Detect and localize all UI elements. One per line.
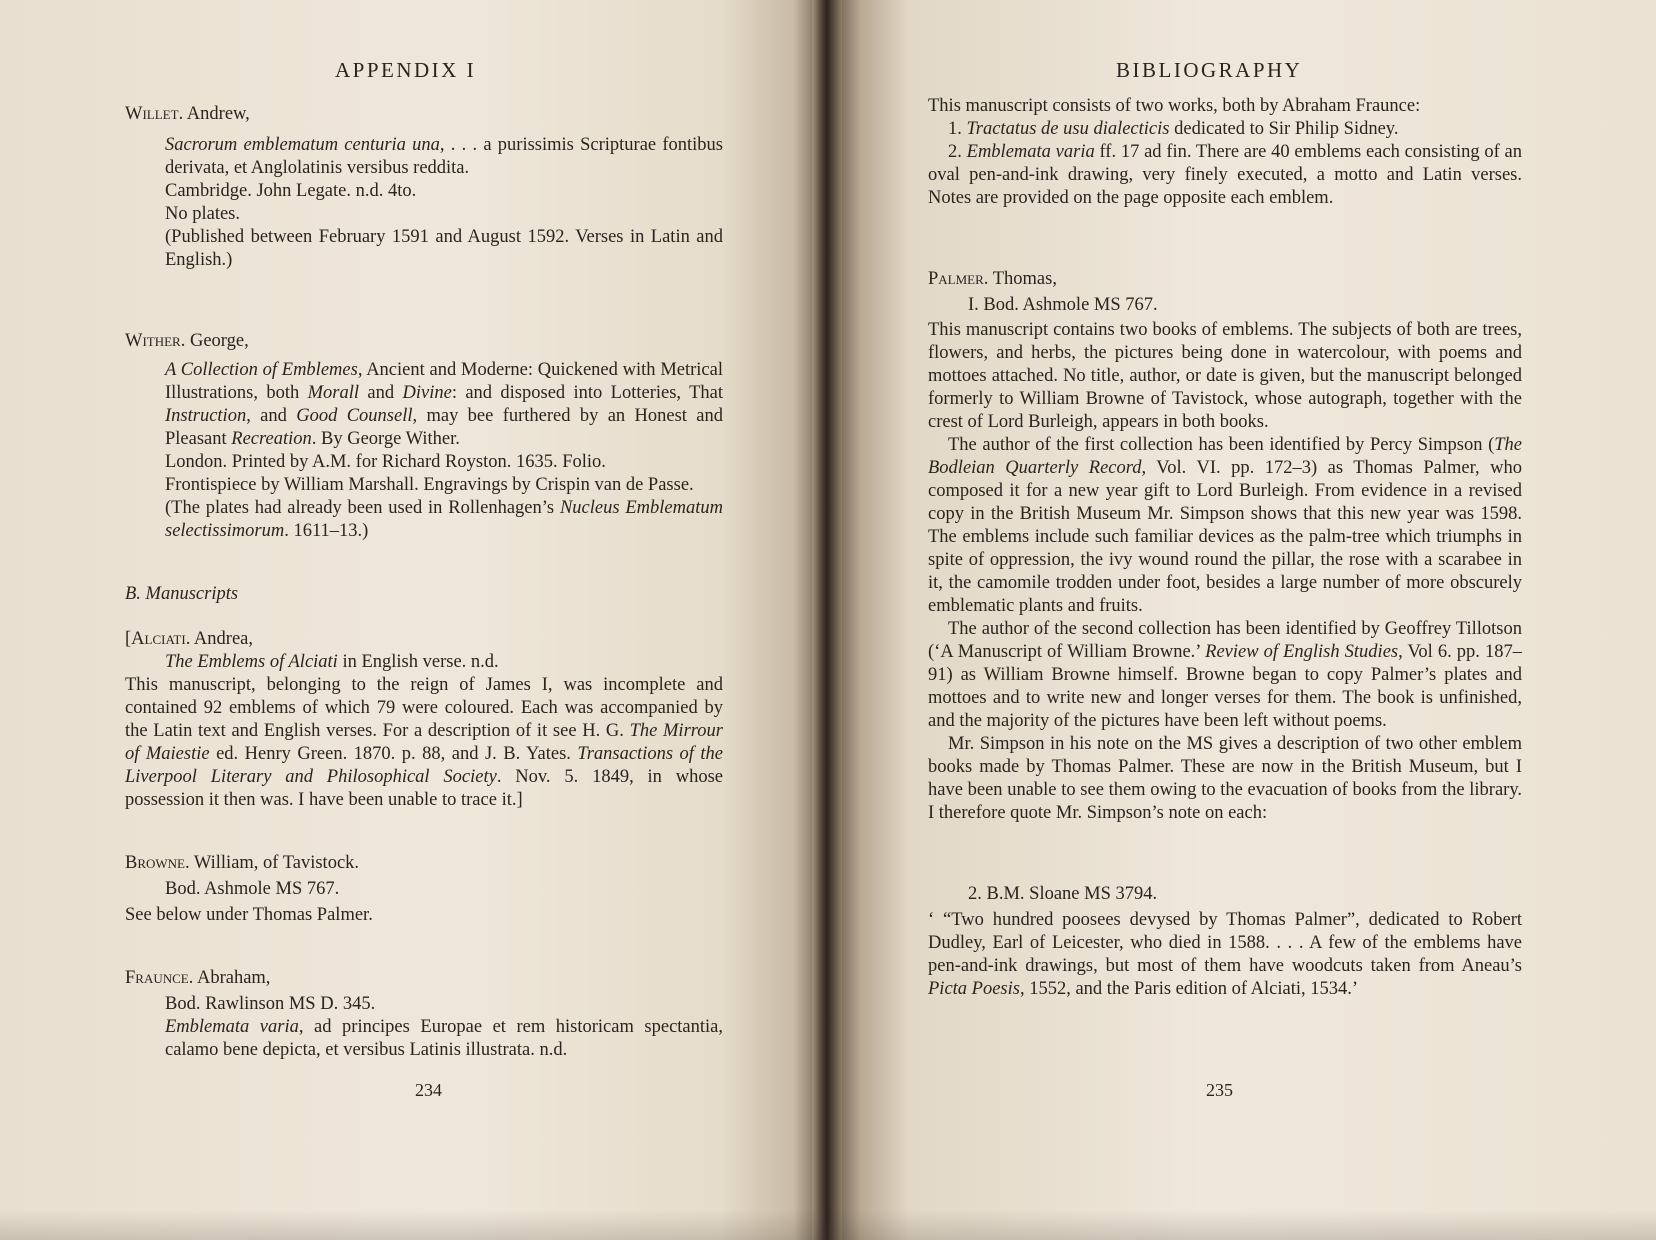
palmer-para-1: This manuscript contains two books of emblems. The subjects of both are trees, flowers, and herbs, the pictures being done in watercolour, with poems and mottoes attached. No title, author, or date is given, but the manuscript belonged formerly to William Browne of Tavistock, whose autograph, together with the crest of Lord Burleigh, appears in both books.: [928, 320, 1522, 432]
entry-heading-wither: Wither. George,: [125, 331, 249, 351]
fraunce-cont-item-1: 1. Tractatus de usu dialecticis dedicated to Sir Philip Sidney.: [948, 119, 1399, 139]
palmer-para-4: Mr. Simpson in his note on the MS gives a description of two other emblem books made by Thomas Palmer. These are now in the British Museum, but I have been unable to see them owing to the evacuation of books from the library. I therefore quote Mr. Simpson’s note on each:: [928, 734, 1522, 823]
palmer-para-2: The author of the first collection has been identified by Percy Simpson (The Bodleian Quarterly Record, Vol. VI. pp. 172–3) as Thomas Palmer, who composed it for a new year gift to Lord Burleigh. From evidence in a revised copy in the British Museum Mr. Simpson shows that this new year was 1598. The emblems include such familiar devices as the palm-tree which triumphs in spite of oppression, the ivy wound round the pillar, the rose with a scarabee in it, the camomile trodden under foot, besides a large number of more obscurely emblematic plants and fruits.: [928, 435, 1522, 616]
entry-heading-fraunce: Fraunce. Abraham,: [125, 968, 271, 988]
bottom-edge-shadow: [0, 1210, 1656, 1240]
page-number-right: 235: [1206, 1080, 1233, 1100]
willet-plates: No plates.: [165, 204, 241, 224]
palmer-para-3: The author of the second collection has been identified by Geoffrey Tillotson (‘A Manuscript of William Browne.’ Review of English Studies, Vol 6. pp. 187–91) as William Browne himself. Browne began to copy Palmer’s plates and mottoes and to write new and longer verses for them. The book is unfinished, and the majority of the pictures have been left without poems.: [928, 619, 1522, 731]
entry-body-willet: [125, 134, 723, 272]
fraunce-cont-item-2: 2. Emblemata varia ff. 17 ad fin. There are 40 emblems each consisting of an oval pen-and-ink drawing, very finely executed, a motto and Latin verses. Notes are provided on the page opposite each emblem.: [928, 142, 1523, 208]
wither-title: A Collection of Emblemes, Ancient and Moderne: Quickened with Metrical Illustrations, both Morall and Divine: and disposed into Lotteries, That Instruction, and Good Counsell, may bee furthered by an Honest and Pleasant Recreation. By George Wither.: [165, 360, 723, 449]
entry-body-fraunce: [125, 993, 723, 1062]
left-page: [0, 0, 818, 1240]
alciati-description: This manuscript, belonging to the reign of James I, was incomplete and contained 92 emblems of which 79 were coloured. Each was accompanied by the Latin text and English verses. For a description of it see H. G. The Mirrour of Maiestie ed. Henry Green. 1870. p. 88, and J. B. Yates. Transactions of the Liverpool Literary and Philosophical Society. Nov. 5. 1849, in whose possession it then was. I have been unable to trace it.]: [125, 675, 723, 810]
willet-title: Sacrorum emblematum centuria una, . . . a purissimis Scripturae fontibus derivata, et Anglolatinis versibus reddita.: [165, 135, 723, 178]
running-header-right: BIBLIOGRAPHY: [1116, 58, 1303, 82]
entry-heading-alciati: [Alciati. Andrea,: [125, 629, 254, 649]
fraunce-cont-intro: This manuscript consists of two works, both by Abraham Fraunce:: [928, 96, 1421, 116]
right-page: [836, 0, 1656, 1240]
entry-heading-willet: Willet. Andrew,: [125, 104, 250, 124]
left-page-content: [125, 103, 723, 1062]
willet-imprint: Cambridge. John Legate. n.d. 4to.: [165, 181, 417, 201]
right-page-content: [928, 95, 1522, 1001]
palmer-ms-1: I. Bod. Ashmole MS 767.: [968, 295, 1158, 315]
page-number-left: 234: [415, 1080, 442, 1100]
alciati-title: The Emblems of Alciati in English verse. n.d.: [165, 652, 499, 672]
browne-see: See below under Thomas Palmer.: [125, 905, 373, 925]
entry-heading-palmer: Palmer. Thomas,: [928, 269, 1057, 289]
palmer-quote: ‘ “Two hundred poosees devysed by Thomas Palmer”, dedicated to Robert Dudley, Earl of Leicester, who died in 1588. . . . A few of the emblems have pen-and-ink drawings, but most of them have woodcuts taken from Aneau’s Picta Poesis, 1552, and the Paris edition of Alciati, 1534.’: [928, 910, 1522, 999]
running-header-left: APPENDIX I: [335, 58, 477, 82]
fraunce-title: Emblemata varia, ad principes Europae et rem historicam spectantia, calamo bene depicta, et versibus Latinis illustrata. n.d.: [165, 1017, 723, 1060]
wither-frontispiece: Frontispiece by William Marshall. Engravings by Crispin van de Passe.: [165, 475, 694, 495]
book-gutter: [812, 0, 842, 1240]
wither-note: (The plates had already been used in Rollenhagen’s Nucleus Emblematum selectissimorum. 1611–13.): [165, 498, 723, 541]
section-heading-manuscripts: B. Manuscripts: [125, 584, 239, 604]
willet-note: (Published between February 1591 and August 1592. Verses in Latin and English.): [165, 227, 723, 270]
fraunce-ms: Bod. Rawlinson MS D. 345.: [165, 994, 376, 1014]
browne-ms: Bod. Ashmole MS 767.: [165, 879, 340, 899]
entry-heading-browne: Browne. William, of Tavistock.: [125, 853, 360, 873]
palmer-ms-2: 2. B.M. Sloane MS 3794.: [968, 884, 1158, 904]
entry-body-wither: [125, 359, 723, 543]
wither-imprint: London. Printed by A.M. for Richard Royston. 1635. Folio.: [165, 452, 606, 472]
